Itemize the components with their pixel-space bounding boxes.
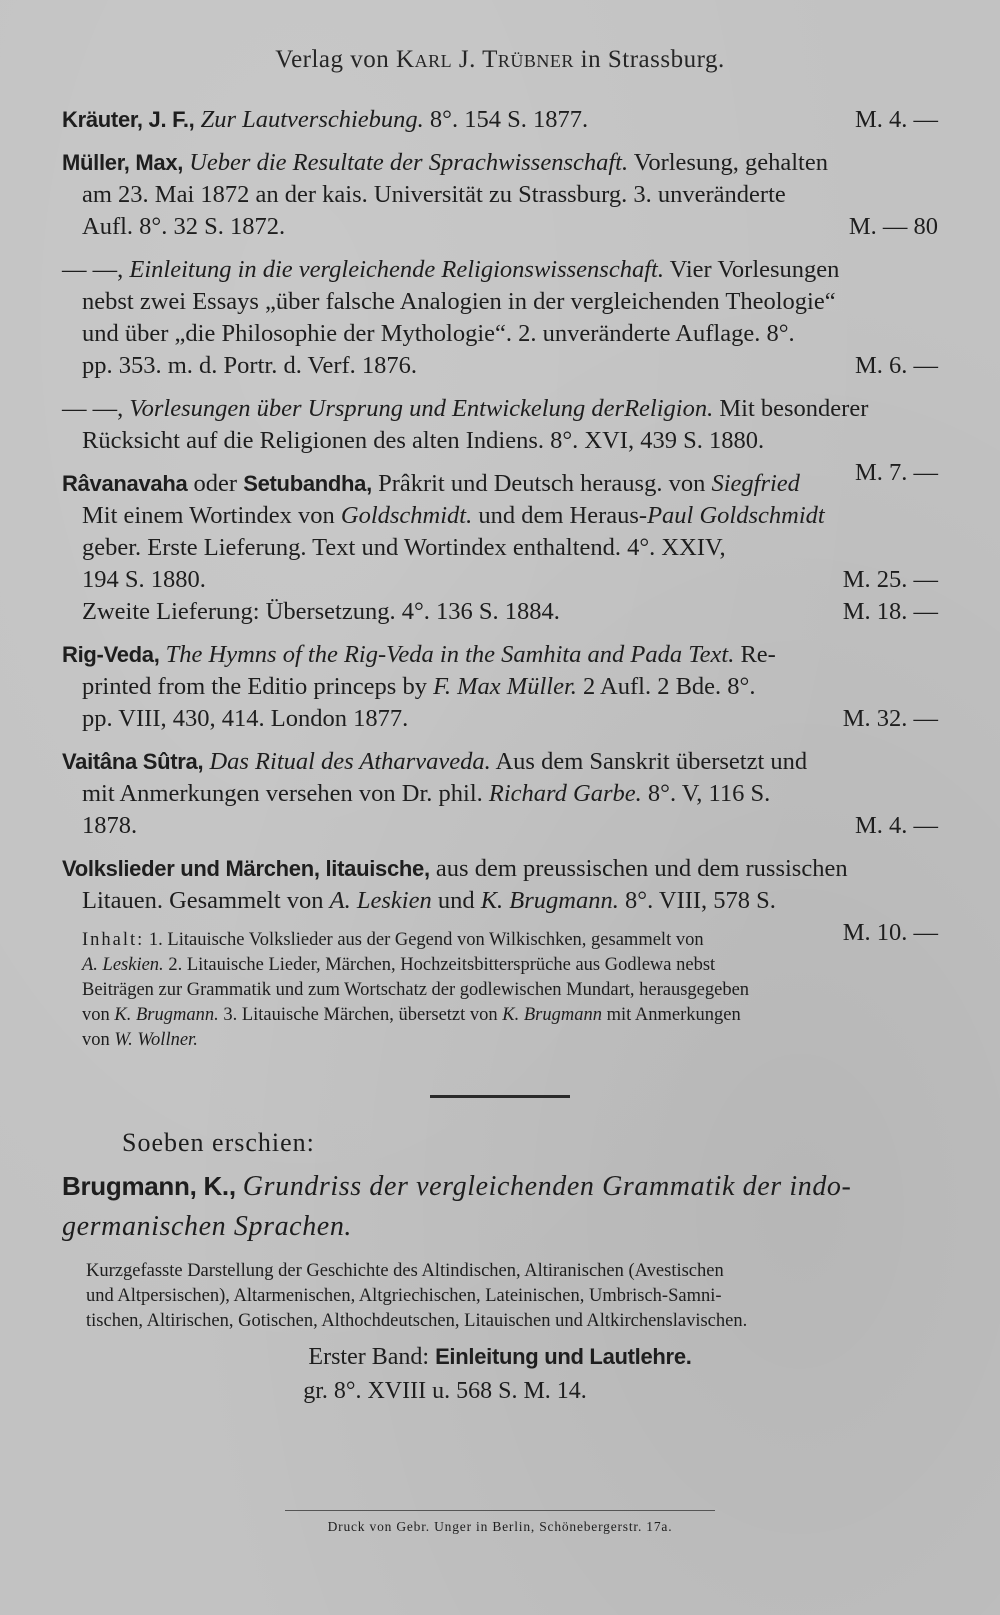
entry-text: Vorlesung, gehalten bbox=[628, 149, 828, 176]
entry-heading: Setubandha, bbox=[243, 471, 372, 496]
contents-italic: W. Wollner. bbox=[114, 1030, 198, 1050]
contents-text: mit Anmerkungen bbox=[601, 1005, 741, 1025]
entry-text: Vier Vorlesungen bbox=[663, 256, 840, 283]
entry-text: nebst zwei Essays „über falsche Analogien in der vergleichenden Theologie“ bbox=[82, 288, 836, 315]
entry-line bbox=[62, 350, 938, 382]
entry-text: oder bbox=[187, 470, 244, 497]
catalogue-entry bbox=[62, 746, 938, 842]
entry-text: — —, bbox=[62, 395, 130, 422]
entry-line bbox=[62, 532, 938, 564]
contents-label: Inhalt: bbox=[82, 930, 145, 950]
catalogue-entry bbox=[62, 104, 938, 136]
entry-heading: Volkslieder und Märchen, litauische, bbox=[62, 856, 430, 881]
brugmann-description bbox=[62, 1259, 938, 1334]
entry-title-italic: A. Leskien bbox=[329, 887, 432, 914]
entry-line bbox=[62, 671, 938, 703]
entry-line bbox=[62, 746, 938, 778]
entry-title-italic: Richard Garbe. bbox=[488, 780, 642, 807]
entry-text: Re- bbox=[734, 641, 776, 668]
entry-text: Aufl. 8°. 32 S. 1872. bbox=[82, 213, 286, 240]
entry-text: am 23. Mai 1872 an der kais. Universität zu Strassburg. 3. unveränderte bbox=[82, 181, 786, 208]
description-line: Kurzgefasste Darstellung der Geschichte des Altindischen, Altiranischen (Avestischen bbox=[86, 1261, 724, 1281]
contents-text: 2. Litauische Lieder, Märchen, Hochzeitsbittersprüche aus Godlewa nebst bbox=[163, 955, 716, 975]
entry-line bbox=[62, 810, 938, 842]
entry-text: pp. 353. m. d. Portr. d. Verf. 1876. bbox=[82, 352, 418, 379]
contents-line bbox=[82, 1028, 938, 1053]
entry-line bbox=[62, 468, 938, 500]
entry-title-italic: Goldschmidt. bbox=[340, 502, 473, 529]
entry-line bbox=[62, 778, 938, 810]
publisher-name: Karl J. Trübner bbox=[396, 46, 574, 73]
entry-line bbox=[62, 286, 938, 318]
entry-text: pp. VIII, 430, 414. London 1877. bbox=[82, 705, 409, 732]
entry-price: M. — 80 bbox=[848, 213, 938, 240]
brugmann-title-part-2: germanischen Sprachen. bbox=[62, 1211, 353, 1242]
announcement: Soeben erschien: bbox=[122, 1128, 315, 1157]
entry-price: M. 10. — bbox=[842, 919, 938, 946]
entry-line bbox=[62, 104, 938, 136]
imprint-rule bbox=[285, 1510, 715, 1511]
entry-text: Aus dem Sanskrit übersetzt und bbox=[490, 748, 808, 775]
entry-title-italic: Ueber die Resultate der Sprachwissenschaft. bbox=[189, 149, 629, 176]
entry-text: und über „die Philosophie der Mythologie“. 2. unveränderte Auflage. 8°. bbox=[82, 320, 795, 347]
entry-text: Mit besonderer bbox=[713, 395, 869, 422]
entry-title-italic: F. Max Müller. bbox=[433, 673, 577, 700]
contents-text: 1. Litauische Volkslieder aus der Gegend von Wilkischken, gesammelt von bbox=[144, 930, 704, 950]
contents-text: von bbox=[82, 1005, 115, 1025]
entry-text: Litauen. Gesammelt von bbox=[82, 887, 330, 914]
entry-heading: Müller, Max, bbox=[62, 150, 184, 175]
contents-italic: K. Brugmann bbox=[502, 1005, 602, 1025]
entry-text: — —, bbox=[62, 256, 130, 283]
band-title: Einleitung und Lautlehre. bbox=[435, 1344, 692, 1369]
entry-line bbox=[62, 500, 938, 532]
entry-heading: Râvanavaha bbox=[62, 471, 188, 496]
entry-text: und dem Heraus- bbox=[472, 502, 648, 529]
publisher-prefix: Verlag von bbox=[275, 46, 397, 73]
entry-title-italic: Das Ritual des Atharvaveda. bbox=[209, 748, 491, 775]
entry-text: Prâkrit und Deutsch herausg. von bbox=[371, 470, 712, 497]
entry-title-italic: The Hymns of the Rig-Veda in the Samhita and Pada Text. bbox=[165, 641, 735, 668]
entry-line bbox=[62, 425, 938, 457]
contents-line bbox=[82, 953, 938, 978]
contents-text: von bbox=[82, 1030, 115, 1050]
contents-line bbox=[82, 978, 938, 1003]
entry-title-italic: Einleitung in die vergleichende Religionswissenschaft. bbox=[129, 256, 664, 283]
description-line: tischen, Altirischen, Gotischen, Althochdeutschen, Litauischen und Altkirchenslavischen. bbox=[86, 1311, 748, 1331]
entry-text: 194 S. 1880. bbox=[82, 566, 206, 593]
entry-text: und bbox=[431, 887, 481, 914]
entry-text: Mit einem Wortindex von bbox=[82, 502, 341, 529]
entry-price: M. 18. — bbox=[842, 598, 938, 625]
entry-price: M. 4. — bbox=[854, 812, 938, 839]
band-prefix: Erster Band: bbox=[308, 1344, 436, 1370]
contents-italic: A. Leskien. bbox=[82, 955, 164, 975]
printer-imprint bbox=[0, 1510, 1000, 1535]
band-details: gr. 8°. XVIII u. 568 S. M. 14. bbox=[303, 1378, 587, 1404]
entry-title-italic: K. Brugmann. bbox=[480, 887, 619, 914]
brugmann-author: Brugmann, K., bbox=[62, 1171, 236, 1201]
entry-heading: Vaitâna Sûtra, bbox=[62, 749, 204, 774]
entry-line bbox=[62, 179, 938, 211]
contents-line bbox=[82, 928, 938, 953]
entry-title-italic: Paul Goldschmidt bbox=[647, 502, 825, 529]
contents-text: Beiträgen zur Grammatik und zum Wortschatz der godlewischen Mundart, herausgegeben bbox=[82, 980, 750, 1000]
entry-title-italic: Zur Lautverschiebung. bbox=[200, 106, 424, 133]
entry-line bbox=[62, 596, 938, 628]
entry-price: M. 32. — bbox=[842, 705, 938, 732]
entry-line bbox=[62, 853, 938, 885]
entry-line bbox=[62, 639, 938, 671]
entry-line bbox=[62, 254, 938, 286]
entry-text: 8°. V, 116 S. bbox=[641, 780, 771, 807]
entry-title-italic: Siegfried bbox=[711, 470, 800, 497]
description-line: und Altpersischen), Altarmenischen, Altgriechischen, Lateinischen, Umbrisch-Samni- bbox=[86, 1286, 722, 1306]
entry-heading: Rig-Veda, bbox=[62, 642, 160, 667]
entry-price: M. 6. — bbox=[854, 352, 938, 379]
brugmann-title-line-2 bbox=[62, 1207, 938, 1247]
entry-line bbox=[62, 211, 938, 243]
contents-text: 3. Litauische Märchen, übersetzt von bbox=[218, 1005, 503, 1025]
brugmann-title-line-1 bbox=[62, 1166, 938, 1207]
contents-italic: K. Brugmann. bbox=[114, 1005, 219, 1025]
catalogue-entry bbox=[62, 254, 938, 382]
entry-title-italic: Vorlesungen über Ursprung und Entwickelung derReligion. bbox=[129, 395, 714, 422]
entry-text: geber. Erste Lieferung. Text und Wortindex enthaltend. 4°. XXIV, bbox=[82, 534, 726, 561]
contents-line bbox=[82, 1003, 938, 1028]
entry-heading: Kräuter, J. F., bbox=[62, 107, 195, 132]
entry-text: printed from the Editio princeps by bbox=[82, 673, 434, 700]
brugmann-band bbox=[62, 1340, 938, 1374]
catalogue-entry bbox=[62, 147, 938, 243]
printer-text: Druck von Gebr. Unger in Berlin, Schönebergerstr. 17a. bbox=[327, 1519, 673, 1534]
entry-price: M. 7. — bbox=[854, 459, 938, 486]
entry-text: 8°. VIII, 578 S. bbox=[618, 887, 776, 914]
entry-text: 1878. bbox=[82, 812, 138, 839]
entry-line bbox=[62, 703, 938, 735]
contents-note bbox=[62, 928, 938, 1053]
entry-line bbox=[62, 147, 938, 179]
entry-text: mit Anmerkungen versehen von Dr. phil. bbox=[82, 780, 489, 807]
entry-line bbox=[62, 318, 938, 350]
entry-text: aus dem preussischen und dem russischen bbox=[429, 855, 848, 882]
catalogue-entry bbox=[62, 639, 938, 735]
entry-price: M. 4. — bbox=[854, 106, 938, 133]
entry-text: Zweite Lieferung: Übersetzung. 4°. 136 S. 1884. bbox=[82, 598, 560, 625]
entry-text: Rücksicht auf die Religionen des alten Indiens. 8°. XVI, 439 S. 1880. bbox=[82, 427, 765, 454]
entry-text: 2 Aufl. 2 Bde. 8°. bbox=[576, 673, 756, 700]
section-divider bbox=[430, 1095, 570, 1098]
entry-line bbox=[62, 393, 938, 425]
entry-price: M. 25. — bbox=[842, 566, 938, 593]
entry-text: 8°. 154 S. 1877. bbox=[423, 106, 589, 133]
catalogue-entry bbox=[62, 468, 938, 628]
entry-line bbox=[62, 564, 938, 596]
publisher-suffix: in Strassburg. bbox=[573, 46, 725, 73]
brugmann-title-part-1: Grundriss der vergleichenden Grammatik der indo- bbox=[242, 1171, 852, 1202]
publisher-header bbox=[62, 46, 938, 74]
entry-line bbox=[62, 885, 938, 917]
